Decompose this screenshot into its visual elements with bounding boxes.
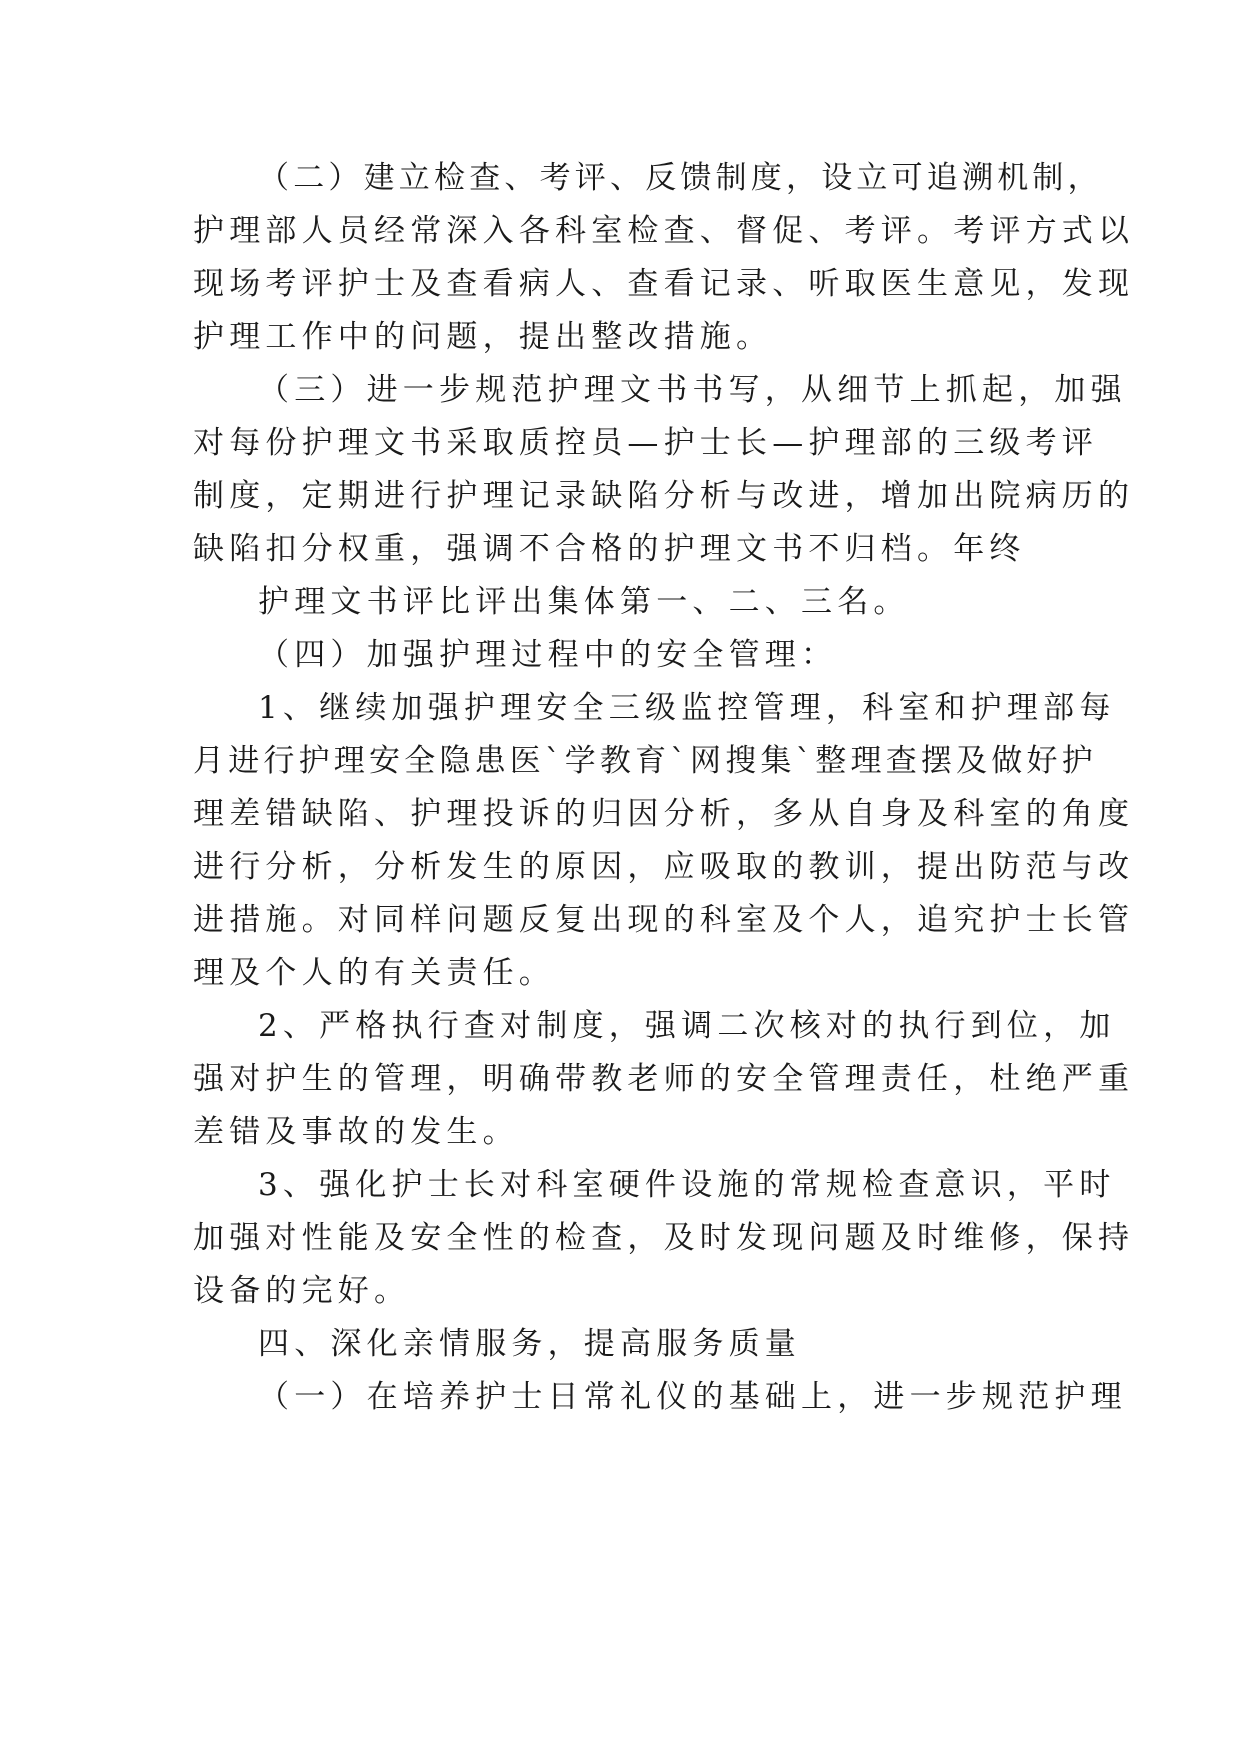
paragraph-line: 加强对性能及安全性的检查，及时发现问题及时维修，保持	[193, 1220, 1135, 1256]
paragraph-line: 理差错缺陷、护理投诉的归因分析，多从自身及科室的角度	[193, 796, 1135, 832]
paragraph-line: 1、继续加强护理安全三级监控管理，科室和护理部每	[258, 690, 1116, 726]
paragraph-line: 缺陷扣分权重，强调不合格的护理文书不归档。年终	[193, 531, 1026, 567]
paragraph-line: 现场考评护士及查看病人、查看记录、听取医生意见，发现	[193, 266, 1135, 302]
paragraph-line: 护理文书评比评出集体第一、二、三名。	[258, 584, 910, 620]
paragraph-line: 理及个人的有关责任。	[193, 955, 555, 991]
paragraph-line: 设备的完好。	[193, 1273, 411, 1309]
paragraph-line: 进行分析，分析发生的原因，应吸取的教训，提出防范与改	[193, 849, 1135, 885]
paragraph-line: 进措施。对同样问题反复出现的科室及个人，追究护士长管	[193, 902, 1135, 938]
paragraph-line: 制度，定期进行护理记录缺陷分析与改进，增加出院病历的	[193, 478, 1135, 514]
section-heading: 四、深化亲情服务，提高服务质量	[258, 1326, 801, 1362]
paragraph-line: 护理部人员经常深入各科室检查、督促、考评。考评方式以	[193, 213, 1135, 249]
paragraph-line: 对每份护理文书采取质控员—护士长—护理部的三级考评	[193, 425, 1098, 461]
paragraph-line: （一）在培养护士日常礼仪的基础上，进一步规范护理	[258, 1379, 1127, 1415]
section-heading: （四）加强护理过程中的安全管理：	[258, 637, 838, 673]
paragraph-line: 差错及事故的发生。	[193, 1114, 519, 1150]
paragraph-line: 月进行护理安全隐患医`学教育`网搜集`整理查摆及做好护	[193, 743, 1097, 779]
paragraph-line: （三）进一步规范护理文书书写，从细节上抓起，加强	[258, 372, 1127, 408]
paragraph-line: （二）建立检查、考评、反馈制度，设立可追溯机制，	[258, 160, 1103, 196]
paragraph-line: 3、强化护士长对科室硬件设施的常规检查意识，平时	[258, 1167, 1116, 1203]
paragraph-line: 护理工作中的问题，提出整改措施。	[193, 319, 773, 355]
paragraph-line: 强对护生的管理，明确带教老师的安全管理责任，杜绝严重	[193, 1061, 1135, 1097]
paragraph-line: 2、严格执行查对制度，强调二次核对的执行到位，加	[258, 1008, 1116, 1044]
